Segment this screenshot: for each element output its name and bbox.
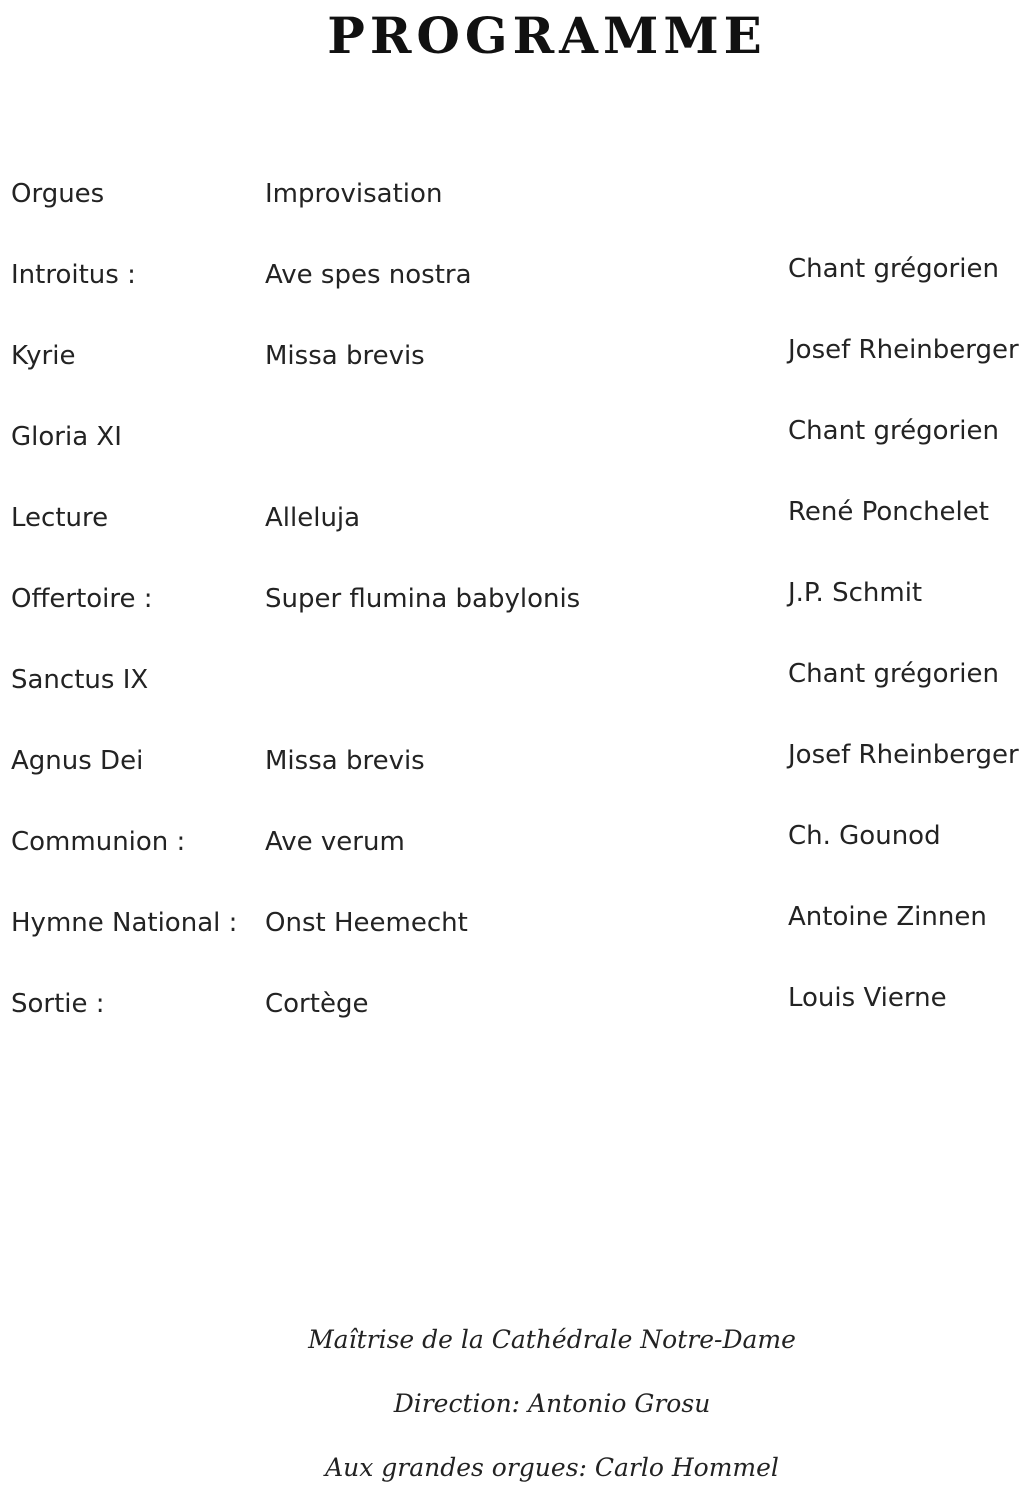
programme-row-kyrie xyxy=(0,324,1024,405)
page-title: PROGRAMME xyxy=(327,6,767,65)
row-composer: Antoine Zinnen xyxy=(788,902,987,932)
row-composer: J.P. Schmit xyxy=(788,578,923,608)
row-composer: René Ponchelet xyxy=(788,497,989,527)
row-composer: Josef Rheinberger xyxy=(788,740,1019,770)
row-work: Ave spes nostra xyxy=(265,260,472,290)
row-part: Orgues xyxy=(11,179,105,209)
row-work: Cortège xyxy=(265,989,369,1019)
programme-row-sortie xyxy=(0,972,1024,1053)
row-work: Missa brevis xyxy=(265,341,425,371)
programme-row-communion xyxy=(0,810,1024,891)
programme-list xyxy=(0,162,1024,1053)
credit-choir: Maîtrise de la Cathédrale Notre-Dame xyxy=(308,1325,796,1354)
programme-row-sanctus xyxy=(0,648,1024,729)
row-composer: Chant grégorien xyxy=(788,254,999,284)
programme-row-gloria xyxy=(0,405,1024,486)
row-work: Onst Heemecht xyxy=(265,908,468,938)
programme-row-lecture xyxy=(0,486,1024,567)
row-part: Sanctus IX xyxy=(11,665,149,695)
row-work: Super flumina babylonis xyxy=(265,584,581,614)
row-part: Gloria XI xyxy=(11,422,122,452)
row-part: Sortie : xyxy=(11,989,105,1019)
row-part: Offertoire : xyxy=(11,584,153,614)
row-part: Lecture xyxy=(11,503,109,533)
row-composer: Josef Rheinberger xyxy=(788,335,1019,365)
row-work: Alleluja xyxy=(265,503,361,533)
credit-director: Direction: Antonio Grosu xyxy=(393,1389,711,1418)
row-work: Ave verum xyxy=(265,827,405,857)
row-part: Hymne National : xyxy=(11,908,238,938)
row-composer: Chant grégorien xyxy=(788,416,999,446)
credits xyxy=(0,1318,1024,1510)
row-composer: Chant grégorien xyxy=(788,659,999,689)
programme-row-agnus-dei xyxy=(0,729,1024,810)
row-composer: Louis Vierne xyxy=(788,983,947,1013)
row-composer: Ch. Gounod xyxy=(788,821,941,851)
programme-row-orgues xyxy=(0,162,1024,243)
row-part: Agnus Dei xyxy=(11,746,144,776)
programme-row-hymne-national xyxy=(0,891,1024,972)
row-part: Communion : xyxy=(11,827,186,857)
row-work: Missa brevis xyxy=(265,746,425,776)
row-part: Introitus : xyxy=(11,260,136,290)
programme-row-introitus xyxy=(0,243,1024,324)
credit-organist: Aux grandes orgues: Carlo Hommel xyxy=(325,1453,779,1482)
row-work: Improvisation xyxy=(265,179,443,209)
row-part: Kyrie xyxy=(11,341,76,371)
programme-row-offertoire xyxy=(0,567,1024,648)
